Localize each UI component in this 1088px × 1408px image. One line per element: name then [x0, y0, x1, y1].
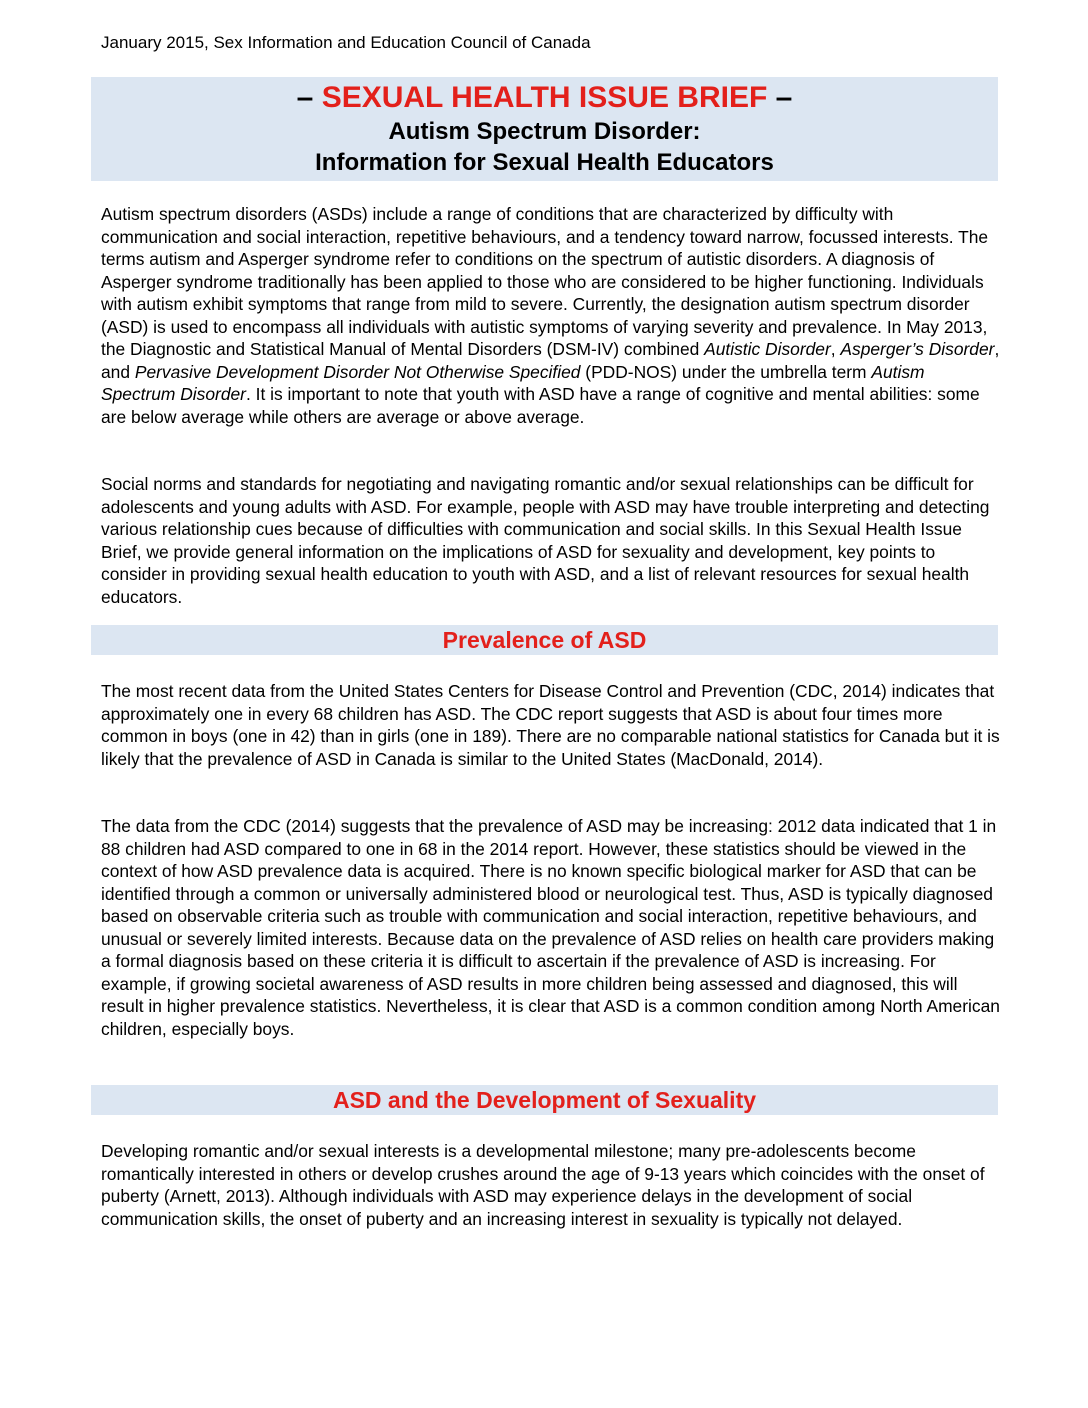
intro-p1-text-a: Autism spectrum disorders (ASDs) include a range of conditions that are characterized by difficulty with communication and social interaction, repetitive behaviours, and a tendency toward narrow, focussed interests. The terms autism and Asperger syndrome refer to conditions on the spectrum of autistic disorders. A diagnosis of Asperger syndrome traditionally has been applied to those who are considered to be higher functioning. Individuals with autism exhibit symptoms that range from mild to severe. Currently, the designation autism spectrum disorder (ASD) is used to encompass all individuals with autistic symptoms of varying severity and prevalence. In May 2013, the Diagnostic and Statistical Manual of Mental Disorders (DSM-IV) combined: [101, 204, 989, 359]
development-paragraph-1: Developing romantic and/or sexual interests is a developmental milestone; many pre-adolescents become romantically interested in others or develop crushes around the age of 9-13 years which coincides with the onset of puberty (Arnett, 2013). Although individuals with ASD may experience delays in the development of social communication skills, the onset of puberty and an increasing interest in sexuality is typically not delayed.: [101, 1141, 985, 1229]
prevalence-paragraph-2: The data from the CDC (2014) suggests that the prevalence of ASD may be increasing: 2012 data indicated that 1 in 88 children had ASD compared to one in 68 in the 2014 report. However, these statistics should be viewed in the context of how ASD prevalence data is acquired. There is no known specific biological marker for ASD that can be identified through a common or universally administered blood or neurological test. Thus, ASD is typically diagnosed based on observable criteria such as trouble with communication and social interaction, repetitive behaviours, and unusual or severely limited interests. Because data on the prevalence of ASD relies on health care providers making a formal diagnosis based on these criteria it is difficult to ascertain if the prevalence of ASD is increasing. For example, if growing societal awareness of ASD results in more children being assessed and diagnosed, this will result in higher prevalence statistics. Nevertheless, it is clear that ASD is a common condition among North American children, especially boys.: [101, 816, 1000, 1039]
title-banner: [91, 77, 998, 181]
prevalence-paragraph-1: The most recent data from the United States Centers for Disease Control and Prevention (CDC, 2014) indicates that approximately one in every 68 children has ASD. The CDC report suggests that ASD is about four times more common in boys (one in 42) than in girls (one in 189). There are no comparable national statistics for Canada but it is likely that the prevalence of ASD in Canada is similar to the United States (MacDonald, 2014).: [101, 681, 1000, 769]
section-heading-development-text: ASD and the Development of Sexuality: [332, 1087, 757, 1113]
intro-p1-text-e: . It is important to note that youth with ASD have a range of cognitive and mental abilities: some are below average while others are average or above average.: [101, 384, 980, 427]
brief-label: SEXUAL HEALTH ISSUE BRIEF: [321, 81, 768, 114]
title-line-2: Information for Sexual Health Educators: [315, 149, 774, 176]
section-heading-prevalence: [91, 625, 998, 655]
brief-title: [91, 80, 998, 116]
section-heading-development: [91, 1085, 998, 1115]
intro-p1-text-d: (PDD-NOS) under the umbrella term: [580, 361, 872, 382]
term-asd: Autism Spectrum Disorder: [101, 361, 925, 404]
running-head: January 2015, Sex Information and Education Council of Canada: [101, 33, 591, 52]
title-line-1: Autism Spectrum Disorder:: [388, 118, 701, 145]
intro-p1-text-b: ,: [830, 339, 841, 359]
intro-paragraph-1: [101, 203, 1001, 428]
term-pdd-nos: Pervasive Development Disorder Not Otherwise Specified: [134, 361, 581, 382]
term-aspergers-disorder: Asperger’s Disorder: [840, 339, 995, 359]
title-dash-right: –: [767, 81, 793, 114]
term-autistic-disorder: Autistic Disorder: [704, 339, 831, 359]
intro-paragraph-2: Social norms and standards for negotiating and navigating romantic and/or sexual relationships can be difficult for adolescents and young adults with ASD. For example, people with ASD may have trouble interpreting and detecting various relationship cues because of difficulties with communication and social skills. In this Sexual Health Issue Brief, we provide general information on the implications of ASD for sexuality and development, key points to consider in providing sexual health education to youth with ASD, and a list of relevant resources for sexual health educators.: [101, 474, 990, 607]
title-dash-left: –: [296, 81, 322, 114]
intro-p1-text-c: , and: [101, 339, 1000, 382]
section-heading-prevalence-text: Prevalence of ASD: [442, 627, 647, 653]
